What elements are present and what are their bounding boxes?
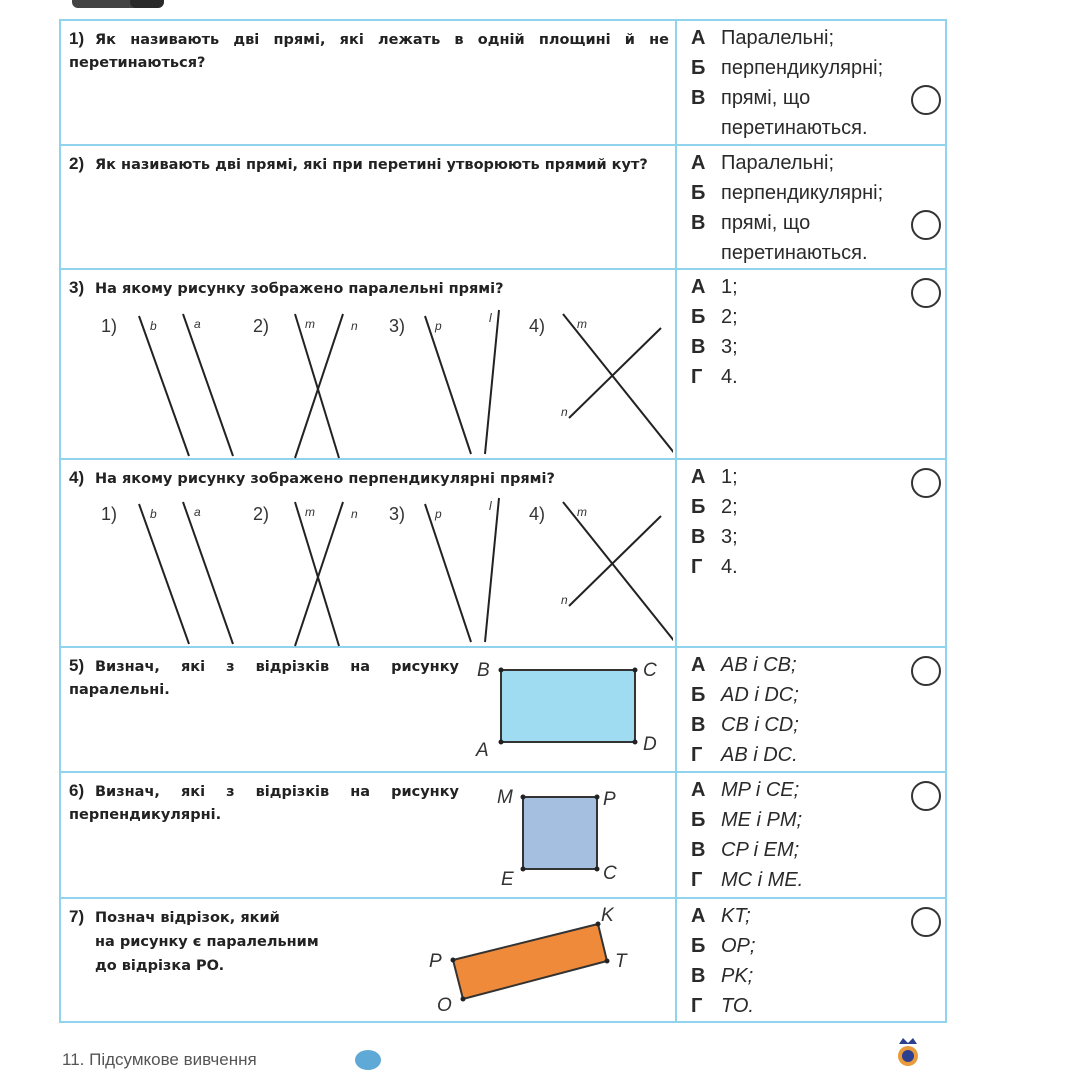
answer-cell: [677, 21, 945, 144]
vertex-label-t: T: [615, 951, 627, 972]
option-c: В CB і CD;: [691, 714, 799, 736]
vertex-label-b: B: [477, 660, 490, 681]
line-label-m4: m: [577, 317, 587, 331]
vertex-label-k: K: [601, 905, 614, 926]
question-text: 7) Познач відрізок, який на рисунку є паралельним до відрізка PO.: [69, 907, 319, 974]
line-label-b: b: [150, 319, 157, 333]
line-label-n: n: [351, 507, 358, 521]
crown-badge-icon: [893, 1034, 923, 1066]
line-label-m: m: [305, 505, 315, 519]
question-row-2: [61, 146, 945, 270]
figure-label-2: 2): [253, 316, 270, 336]
line-label-n: n: [351, 319, 358, 333]
option-d: Г 4.: [691, 556, 738, 578]
options-list: [691, 901, 926, 1021]
options-list: [691, 23, 926, 143]
line-b: [139, 504, 189, 644]
answer-radio[interactable]: [911, 907, 941, 937]
line-label-n4: n: [561, 593, 568, 607]
option-c: В 3;: [691, 526, 738, 548]
square-figure: [61, 773, 673, 899]
line-n4: [569, 328, 661, 418]
figure-label-1: 1): [101, 316, 118, 336]
option-c: В PK;: [691, 965, 754, 987]
square-mpce: [523, 797, 597, 869]
options-list: [691, 272, 926, 392]
answer-cell: [677, 270, 945, 458]
answer-cell: [677, 773, 945, 897]
option-b: Б 2;: [691, 496, 738, 518]
answer-radio[interactable]: [911, 85, 941, 115]
line-p: [425, 504, 471, 642]
vertex-label-o: O: [437, 995, 452, 1016]
answer-cell: [677, 460, 945, 646]
line-b: [139, 316, 189, 456]
option-c: В 3;: [691, 336, 738, 358]
option-a: А 1;: [691, 466, 738, 488]
options-list: [691, 650, 926, 770]
answer-cell: [677, 146, 945, 268]
option-a: А KT;: [691, 905, 751, 927]
question-row-5: [61, 648, 945, 773]
vertex-label-m: M: [497, 787, 513, 808]
figure-label-2: 2): [253, 504, 270, 524]
line-label-m: m: [305, 317, 315, 331]
line-m4: [563, 502, 673, 642]
line-label-b: b: [150, 507, 157, 521]
question-row-6: [61, 773, 945, 899]
vertex-label-e: E: [501, 869, 514, 890]
option-a: А Паралельні;: [691, 152, 835, 174]
line-a: [183, 502, 233, 644]
question-row-4: [61, 460, 945, 648]
line-label-m4: m: [577, 505, 587, 519]
vertex-label-p: P: [603, 789, 616, 810]
figure-label-1: 1): [101, 504, 118, 524]
options-list: [691, 775, 926, 895]
question-text: 6) Визнач, які з відрізків на рисунку перпендикулярні.: [69, 781, 459, 823]
vertex-label-c: C: [603, 863, 617, 884]
answer-radio[interactable]: [911, 781, 941, 811]
globe-icon: [355, 1050, 381, 1070]
parallelogram-figure: [61, 899, 673, 1023]
line-label-a: a: [194, 317, 201, 331]
question-text: 3) На якому рисунку зображено паралельні прямі?: [69, 278, 504, 297]
vertex-label-c: C: [643, 660, 657, 681]
options-list: [691, 148, 926, 268]
figure-label-3: 3): [389, 504, 406, 524]
line-label-l: l: [489, 311, 492, 325]
option-d: Г 4.: [691, 366, 738, 388]
option-a: А Паралельні;: [691, 27, 835, 49]
option-d: Г TO.: [691, 995, 754, 1017]
test-table: [59, 19, 947, 1023]
question-text: 2) Як називають дві прямі, які при перетині утворюють прямий кут?: [69, 154, 648, 173]
answer-cell: [677, 899, 945, 1023]
line-m4: [563, 314, 673, 454]
rectangle-abcd: [501, 670, 635, 742]
figure-label-4: 4): [529, 316, 546, 336]
answer-radio[interactable]: [911, 656, 941, 686]
rectangle-pkto: [453, 924, 607, 999]
line-label-a: a: [194, 505, 201, 519]
answer-radio[interactable]: [911, 278, 941, 308]
rectangle-figure: [61, 648, 673, 773]
question-text: 5) Визнач, які з відрізків на рисунку паралельні.: [69, 656, 459, 698]
lines-figures: [61, 270, 673, 460]
option-b: Б перпендикулярні;: [691, 182, 884, 204]
answer-radio[interactable]: [911, 210, 941, 240]
question-row-7: [61, 899, 945, 1023]
line-label-p: p: [435, 507, 442, 521]
option-c: В CP і EM;: [691, 839, 800, 861]
vertex-label-a: A: [476, 740, 489, 761]
footer-text: 11. Підсумкове вивчення: [62, 1050, 257, 1069]
answer-radio[interactable]: [911, 468, 941, 498]
line-label-p: p: [435, 319, 442, 333]
vertex-label-p: P: [429, 951, 442, 972]
line-l: [485, 498, 499, 642]
line-p: [425, 316, 471, 454]
answer-cell: [677, 648, 945, 771]
vertex-label-d: D: [643, 734, 657, 755]
option-b: Б ME і PM;: [691, 809, 803, 831]
figure-label-4: 4): [529, 504, 546, 524]
option-c: В прямі, що перетинаються.: [691, 212, 868, 264]
line-l: [485, 310, 499, 454]
option-b: Б 2;: [691, 306, 738, 328]
question-text: 4) На якому рисунку зображено перпендикулярні прямі?: [69, 468, 555, 487]
option-c: В прямі, що перетинаються.: [691, 87, 868, 139]
question-row-3: [61, 270, 945, 460]
option-b: Б AD і DC;: [691, 684, 799, 706]
options-list: [691, 462, 926, 582]
line-n4: [569, 516, 661, 606]
line-label-n4: n: [561, 405, 568, 419]
option-a: А MP і CE;: [691, 779, 800, 801]
option-d: Г MC і ME.: [691, 869, 804, 891]
option-a: А 1;: [691, 276, 738, 298]
line-a: [183, 314, 233, 456]
lines-figures: [61, 460, 673, 648]
top-decoration-dark: [130, 0, 164, 8]
line-label-l: l: [489, 499, 492, 513]
question-text: 1) Як називають дві прямі, які лежать в одній площині й не перетинаються?: [69, 29, 669, 71]
option-a: А AB і CB;: [691, 654, 797, 676]
option-d: Г AB і DC.: [691, 744, 798, 766]
figure-label-3: 3): [389, 316, 406, 336]
option-b: Б OP;: [691, 935, 756, 957]
option-b: Б перпендикулярні;: [691, 57, 884, 79]
question-row-1: [61, 21, 945, 146]
